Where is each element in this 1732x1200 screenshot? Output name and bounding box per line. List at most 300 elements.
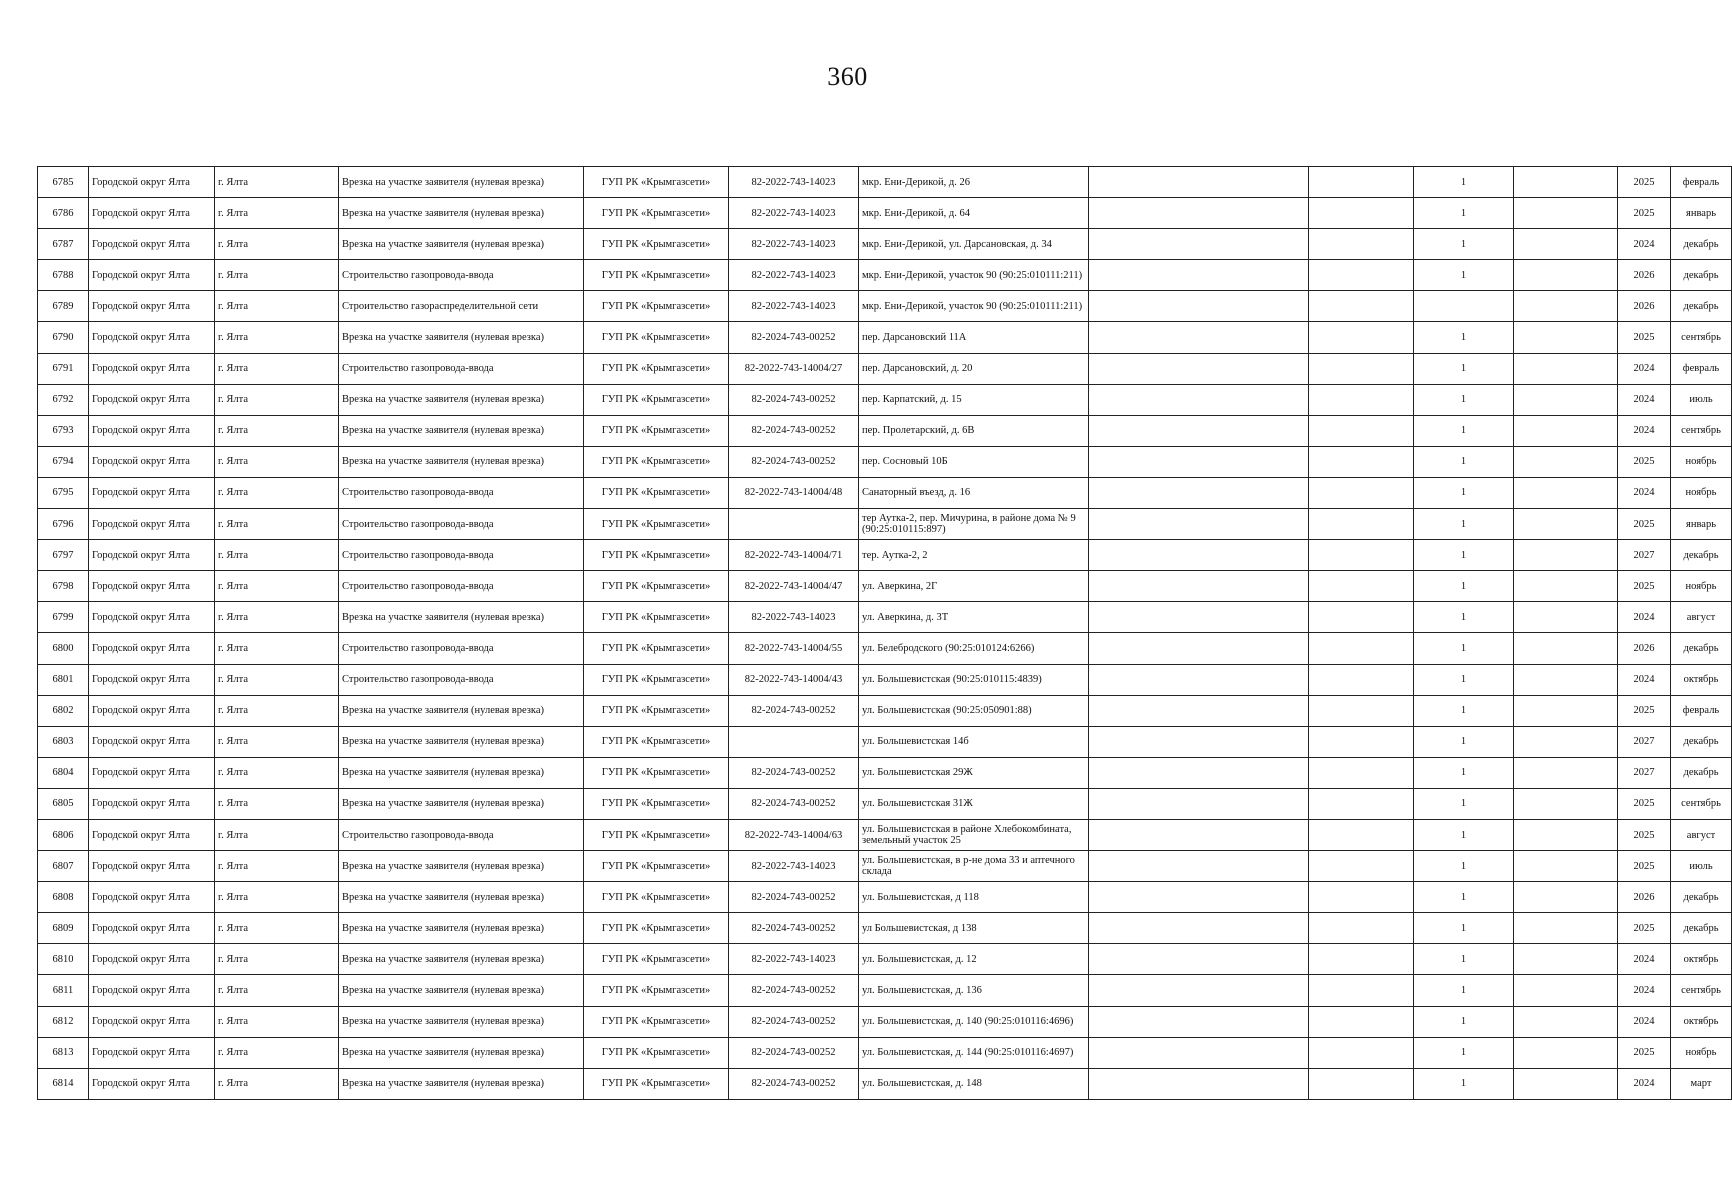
month-cell: декабрь: [1671, 757, 1732, 788]
row-number-cell: 6796: [38, 509, 89, 540]
quantity-cell: 1: [1414, 415, 1514, 446]
program-code-cell: 82-2024-743-00252: [729, 322, 859, 353]
quantity-cell: 1: [1414, 353, 1514, 384]
empty-cell: [1089, 167, 1309, 198]
table-row: [38, 229, 1732, 260]
city-cell: г. Ялта: [215, 664, 339, 695]
empty-cell: [1309, 726, 1414, 757]
table-row: [38, 1068, 1732, 1099]
program-code-cell: 82-2024-743-00252: [729, 384, 859, 415]
empty-cell: [1089, 446, 1309, 477]
table-row: [38, 322, 1732, 353]
year-cell: 2027: [1618, 540, 1671, 571]
year-cell: 2024: [1618, 415, 1671, 446]
empty-cell: [1309, 819, 1414, 850]
year-cell: 2024: [1618, 944, 1671, 975]
table-row: [38, 384, 1732, 415]
row-number-cell: 6806: [38, 819, 89, 850]
empty-cell: [1309, 353, 1414, 384]
district-cell: Городской округ Ялта: [89, 571, 215, 602]
empty-cell: [1514, 260, 1618, 291]
district-cell: Городской округ Ялта: [89, 882, 215, 913]
empty-cell: [1514, 695, 1618, 726]
work-type-cell: Строительство газопровода-ввода: [339, 353, 584, 384]
organization-cell: ГУП РК «Крымгазсети»: [584, 260, 729, 291]
table-row: [38, 415, 1732, 446]
city-cell: г. Ялта: [215, 509, 339, 540]
empty-cell: [1309, 322, 1414, 353]
address-cell: ул. Большевистская, д. 136: [859, 975, 1089, 1006]
city-cell: г. Ялта: [215, 1037, 339, 1068]
city-cell: г. Ялта: [215, 851, 339, 882]
city-cell: г. Ялта: [215, 602, 339, 633]
program-code-cell: 82-2024-743-00252: [729, 882, 859, 913]
empty-cell: [1514, 788, 1618, 819]
program-code-cell: 82-2024-743-00252: [729, 1006, 859, 1037]
address-cell: тер Аутка-2, пер. Мичурина, в районе дома № 9 (90:25:010115:897): [859, 509, 1089, 540]
empty-cell: [1309, 415, 1414, 446]
empty-cell: [1089, 384, 1309, 415]
district-cell: Городской округ Ялта: [89, 415, 215, 446]
empty-cell: [1089, 819, 1309, 850]
table-row: [38, 819, 1732, 850]
district-cell: Городской округ Ялта: [89, 944, 215, 975]
organization-cell: ГУП РК «Крымгазсети»: [584, 167, 729, 198]
empty-cell: [1089, 509, 1309, 540]
month-cell: декабрь: [1671, 913, 1732, 944]
organization-cell: ГУП РК «Крымгазсети»: [584, 1068, 729, 1099]
empty-cell: [1309, 384, 1414, 415]
address-cell: ул. Большевистская, д. 144 (90:25:010116:4697): [859, 1037, 1089, 1068]
district-cell: Городской округ Ялта: [89, 477, 215, 508]
city-cell: г. Ялта: [215, 415, 339, 446]
quantity-cell: 1: [1414, 913, 1514, 944]
work-type-cell: Строительство газопровода-ввода: [339, 477, 584, 508]
empty-cell: [1089, 913, 1309, 944]
organization-cell: ГУП РК «Крымгазсети»: [584, 229, 729, 260]
empty-cell: [1514, 198, 1618, 229]
city-cell: г. Ялта: [215, 913, 339, 944]
row-number-cell: 6802: [38, 695, 89, 726]
empty-cell: [1514, 446, 1618, 477]
city-cell: г. Ялта: [215, 446, 339, 477]
empty-cell: [1089, 975, 1309, 1006]
row-number-cell: 6813: [38, 1037, 89, 1068]
organization-cell: ГУП РК «Крымгазсети»: [584, 882, 729, 913]
year-cell: 2024: [1618, 975, 1671, 1006]
work-type-cell: Врезка на участке заявителя (нулевая врезка): [339, 851, 584, 882]
empty-cell: [1309, 1006, 1414, 1037]
organization-cell: ГУП РК «Крымгазсети»: [584, 851, 729, 882]
program-code-cell: 82-2022-743-14004/43: [729, 664, 859, 695]
empty-cell: [1514, 602, 1618, 633]
empty-cell: [1514, 229, 1618, 260]
table-row: [38, 446, 1732, 477]
year-cell: 2024: [1618, 384, 1671, 415]
row-number-cell: 6798: [38, 571, 89, 602]
empty-cell: [1089, 602, 1309, 633]
month-cell: февраль: [1671, 353, 1732, 384]
city-cell: г. Ялта: [215, 291, 339, 322]
organization-cell: ГУП РК «Крымгазсети»: [584, 415, 729, 446]
organization-cell: ГУП РК «Крымгазсети»: [584, 944, 729, 975]
district-cell: Городской округ Ялта: [89, 757, 215, 788]
empty-cell: [1514, 726, 1618, 757]
empty-cell: [1514, 509, 1618, 540]
work-type-cell: Врезка на участке заявителя (нулевая врезка): [339, 944, 584, 975]
organization-cell: ГУП РК «Крымгазсети»: [584, 757, 729, 788]
empty-cell: [1089, 540, 1309, 571]
city-cell: г. Ялта: [215, 819, 339, 850]
empty-cell: [1089, 726, 1309, 757]
city-cell: г. Ялта: [215, 229, 339, 260]
program-code-cell: 82-2024-743-00252: [729, 788, 859, 819]
quantity-cell: 1: [1414, 1037, 1514, 1068]
quantity-cell: 1: [1414, 322, 1514, 353]
empty-cell: [1089, 1037, 1309, 1068]
work-type-cell: Строительство газопровода-ввода: [339, 540, 584, 571]
organization-cell: ГУП РК «Крымгазсети»: [584, 540, 729, 571]
month-cell: октябрь: [1671, 664, 1732, 695]
year-cell: 2025: [1618, 913, 1671, 944]
program-code-cell: 82-2022-743-14004/63: [729, 819, 859, 850]
address-cell: ул Большевистская, д 138: [859, 913, 1089, 944]
organization-cell: ГУП РК «Крымгазсети»: [584, 788, 729, 819]
address-cell: ул. Большевистская 14б: [859, 726, 1089, 757]
month-cell: октябрь: [1671, 944, 1732, 975]
empty-cell: [1309, 757, 1414, 788]
empty-cell: [1309, 291, 1414, 322]
empty-cell: [1089, 882, 1309, 913]
quantity-cell: 1: [1414, 446, 1514, 477]
work-type-cell: Врезка на участке заявителя (нулевая врезка): [339, 1006, 584, 1037]
organization-cell: ГУП РК «Крымгазсети»: [584, 291, 729, 322]
work-type-cell: Врезка на участке заявителя (нулевая врезка): [339, 602, 584, 633]
row-number-cell: 6793: [38, 415, 89, 446]
district-cell: Городской округ Ялта: [89, 353, 215, 384]
table-row: [38, 757, 1732, 788]
year-cell: 2024: [1618, 664, 1671, 695]
table-row: [38, 1006, 1732, 1037]
month-cell: сентябрь: [1671, 322, 1732, 353]
work-type-cell: Врезка на участке заявителя (нулевая врезка): [339, 1068, 584, 1099]
quantity-cell: 1: [1414, 788, 1514, 819]
district-cell: Городской округ Ялта: [89, 322, 215, 353]
district-cell: Городской округ Ялта: [89, 695, 215, 726]
empty-cell: [1514, 1006, 1618, 1037]
empty-cell: [1514, 1068, 1618, 1099]
empty-cell: [1309, 975, 1414, 1006]
empty-cell: [1514, 353, 1618, 384]
empty-cell: [1309, 851, 1414, 882]
quantity-cell: 1: [1414, 540, 1514, 571]
empty-cell: [1514, 882, 1618, 913]
empty-cell: [1309, 633, 1414, 664]
work-type-cell: Врезка на участке заявителя (нулевая врезка): [339, 788, 584, 819]
work-type-cell: Врезка на участке заявителя (нулевая врезка): [339, 726, 584, 757]
empty-cell: [1089, 322, 1309, 353]
empty-cell: [1309, 198, 1414, 229]
row-number-cell: 6805: [38, 788, 89, 819]
district-cell: Городской округ Ялта: [89, 1006, 215, 1037]
address-cell: ул. Большевистская, д. 148: [859, 1068, 1089, 1099]
program-code-cell: [729, 509, 859, 540]
empty-cell: [1089, 415, 1309, 446]
address-cell: ул. Большевистская (90:25:050901:88): [859, 695, 1089, 726]
row-number-cell: 6808: [38, 882, 89, 913]
year-cell: 2025: [1618, 509, 1671, 540]
program-code-cell: 82-2022-743-14023: [729, 260, 859, 291]
district-cell: Городской округ Ялта: [89, 726, 215, 757]
row-number-cell: 6795: [38, 477, 89, 508]
city-cell: г. Ялта: [215, 944, 339, 975]
empty-cell: [1514, 322, 1618, 353]
address-cell: пер. Сосновый 10Б: [859, 446, 1089, 477]
year-cell: 2025: [1618, 322, 1671, 353]
quantity-cell: 1: [1414, 851, 1514, 882]
year-cell: 2027: [1618, 726, 1671, 757]
city-cell: г. Ялта: [215, 571, 339, 602]
address-cell: мкр. Ени-Дерикой, участок 90 (90:25:010111:211): [859, 260, 1089, 291]
address-cell: ул. Большевистская 31Ж: [859, 788, 1089, 819]
program-code-cell: [729, 726, 859, 757]
district-cell: Городской округ Ялта: [89, 913, 215, 944]
program-code-cell: 82-2022-743-14023: [729, 198, 859, 229]
program-code-cell: 82-2022-743-14023: [729, 167, 859, 198]
city-cell: г. Ялта: [215, 260, 339, 291]
empty-cell: [1089, 571, 1309, 602]
address-cell: пер. Карпатский, д. 15: [859, 384, 1089, 415]
row-number-cell: 6787: [38, 229, 89, 260]
work-type-cell: Врезка на участке заявителя (нулевая врезка): [339, 167, 584, 198]
table-row: [38, 882, 1732, 913]
year-cell: 2025: [1618, 851, 1671, 882]
organization-cell: ГУП РК «Крымгазсети»: [584, 975, 729, 1006]
empty-cell: [1089, 353, 1309, 384]
empty-cell: [1309, 1068, 1414, 1099]
month-cell: сентябрь: [1671, 788, 1732, 819]
row-number-cell: 6804: [38, 757, 89, 788]
city-cell: г. Ялта: [215, 975, 339, 1006]
program-code-cell: 82-2022-743-14023: [729, 229, 859, 260]
program-code-cell: 82-2022-743-14004/71: [729, 540, 859, 571]
city-cell: г. Ялта: [215, 322, 339, 353]
row-number-cell: 6799: [38, 602, 89, 633]
empty-cell: [1309, 944, 1414, 975]
work-type-cell: Строительство газопровода-ввода: [339, 571, 584, 602]
address-cell: ул. Белебродского (90:25:010124:6266): [859, 633, 1089, 664]
work-type-cell: Врезка на участке заявителя (нулевая врезка): [339, 1037, 584, 1068]
empty-cell: [1089, 788, 1309, 819]
district-cell: Городской округ Ялта: [89, 446, 215, 477]
quantity-cell: 1: [1414, 975, 1514, 1006]
month-cell: декабрь: [1671, 229, 1732, 260]
table-row: [38, 975, 1732, 1006]
quantity-cell: 1: [1414, 602, 1514, 633]
empty-cell: [1089, 944, 1309, 975]
quantity-cell: 1: [1414, 633, 1514, 664]
table-row: [38, 540, 1732, 571]
empty-cell: [1514, 571, 1618, 602]
district-cell: Городской округ Ялта: [89, 788, 215, 819]
program-code-cell: 82-2022-743-14023: [729, 291, 859, 322]
address-cell: пер. Дарсановский, д. 20: [859, 353, 1089, 384]
empty-cell: [1514, 664, 1618, 695]
quantity-cell: [1414, 291, 1514, 322]
district-cell: Городской округ Ялта: [89, 540, 215, 571]
organization-cell: ГУП РК «Крымгазсети»: [584, 726, 729, 757]
work-type-cell: Врезка на участке заявителя (нулевая врезка): [339, 757, 584, 788]
work-type-cell: Врезка на участке заявителя (нулевая врезка): [339, 882, 584, 913]
empty-cell: [1089, 477, 1309, 508]
year-cell: 2026: [1618, 882, 1671, 913]
empty-cell: [1514, 415, 1618, 446]
work-type-cell: Строительство газопровода-ввода: [339, 819, 584, 850]
year-cell: 2025: [1618, 571, 1671, 602]
empty-cell: [1309, 229, 1414, 260]
month-cell: июль: [1671, 851, 1732, 882]
address-cell: ул. Большевистская, д. 140 (90:25:010116:4696): [859, 1006, 1089, 1037]
work-type-cell: Врезка на участке заявителя (нулевая врезка): [339, 229, 584, 260]
year-cell: 2026: [1618, 633, 1671, 664]
row-number-cell: 6800: [38, 633, 89, 664]
quantity-cell: 1: [1414, 664, 1514, 695]
empty-cell: [1089, 664, 1309, 695]
empty-cell: [1089, 229, 1309, 260]
row-number-cell: 6788: [38, 260, 89, 291]
program-code-cell: 82-2022-743-14004/55: [729, 633, 859, 664]
address-cell: мкр. Ени-Дерикой, участок 90 (90:25:010111:211): [859, 291, 1089, 322]
table-row: [38, 198, 1732, 229]
organization-cell: ГУП РК «Крымгазсети»: [584, 446, 729, 477]
work-plan-table-wrapper: [37, 166, 1721, 1100]
address-cell: ул. Аверкина, 2Г: [859, 571, 1089, 602]
year-cell: 2025: [1618, 198, 1671, 229]
city-cell: г. Ялта: [215, 757, 339, 788]
table-row: [38, 1037, 1732, 1068]
year-cell: 2025: [1618, 695, 1671, 726]
empty-cell: [1514, 167, 1618, 198]
empty-cell: [1089, 633, 1309, 664]
district-cell: Городской округ Ялта: [89, 167, 215, 198]
program-code-cell: 82-2022-743-14023: [729, 944, 859, 975]
empty-cell: [1514, 819, 1618, 850]
table-row: [38, 509, 1732, 540]
organization-cell: ГУП РК «Крымгазсети»: [584, 633, 729, 664]
address-cell: пер. Дарсановский 11А: [859, 322, 1089, 353]
organization-cell: ГУП РК «Крымгазсети»: [584, 913, 729, 944]
month-cell: август: [1671, 819, 1732, 850]
city-cell: г. Ялта: [215, 882, 339, 913]
month-cell: декабрь: [1671, 633, 1732, 664]
empty-cell: [1309, 695, 1414, 726]
address-cell: ул. Большевистская, д 118: [859, 882, 1089, 913]
row-number-cell: 6789: [38, 291, 89, 322]
quantity-cell: 1: [1414, 167, 1514, 198]
work-type-cell: Врезка на участке заявителя (нулевая врезка): [339, 198, 584, 229]
city-cell: г. Ялта: [215, 198, 339, 229]
organization-cell: ГУП РК «Крымгазсети»: [584, 384, 729, 415]
empty-cell: [1309, 602, 1414, 633]
organization-cell: ГУП РК «Крымгазсети»: [584, 1006, 729, 1037]
district-cell: Городской округ Ялта: [89, 851, 215, 882]
table-body: [38, 167, 1732, 1100]
empty-cell: [1309, 167, 1414, 198]
empty-cell: [1309, 913, 1414, 944]
row-number-cell: 6797: [38, 540, 89, 571]
month-cell: сентябрь: [1671, 415, 1732, 446]
program-code-cell: 82-2024-743-00252: [729, 975, 859, 1006]
organization-cell: ГУП РК «Крымгазсети»: [584, 695, 729, 726]
program-code-cell: 82-2024-743-00252: [729, 695, 859, 726]
empty-cell: [1309, 477, 1414, 508]
city-cell: г. Ялта: [215, 1006, 339, 1037]
year-cell: 2025: [1618, 1037, 1671, 1068]
organization-cell: ГУП РК «Крымгазсети»: [584, 509, 729, 540]
district-cell: Городской округ Ялта: [89, 664, 215, 695]
month-cell: сентябрь: [1671, 975, 1732, 1006]
empty-cell: [1089, 1068, 1309, 1099]
organization-cell: ГУП РК «Крымгазсети»: [584, 571, 729, 602]
table-row: [38, 944, 1732, 975]
program-code-cell: 82-2022-743-14004/27: [729, 353, 859, 384]
program-code-cell: 82-2022-743-14004/47: [729, 571, 859, 602]
year-cell: 2024: [1618, 602, 1671, 633]
work-type-cell: Строительство газопровода-ввода: [339, 633, 584, 664]
empty-cell: [1309, 509, 1414, 540]
organization-cell: ГУП РК «Крымгазсети»: [584, 819, 729, 850]
year-cell: 2025: [1618, 819, 1671, 850]
organization-cell: ГУП РК «Крымгазсети»: [584, 353, 729, 384]
month-cell: февраль: [1671, 695, 1732, 726]
organization-cell: ГУП РК «Крымгазсети»: [584, 1037, 729, 1068]
address-cell: ул. Большевистская, в р-не дома 33 и аптечного склада: [859, 851, 1089, 882]
month-cell: ноябрь: [1671, 446, 1732, 477]
month-cell: декабрь: [1671, 726, 1732, 757]
city-cell: г. Ялта: [215, 540, 339, 571]
table-row: [38, 291, 1732, 322]
program-code-cell: 82-2024-743-00252: [729, 1037, 859, 1068]
organization-cell: ГУП РК «Крымгазсети»: [584, 322, 729, 353]
address-cell: тер. Аутка-2, 2: [859, 540, 1089, 571]
row-number-cell: 6811: [38, 975, 89, 1006]
empty-cell: [1514, 913, 1618, 944]
month-cell: июль: [1671, 384, 1732, 415]
work-type-cell: Строительство газопровода-ввода: [339, 509, 584, 540]
address-cell: мкр. Ени-Дерикой, ул. Дарсановская, д. 34: [859, 229, 1089, 260]
empty-cell: [1514, 477, 1618, 508]
table-row: [38, 633, 1732, 664]
work-type-cell: Строительство газопровода-ввода: [339, 260, 584, 291]
work-type-cell: Врезка на участке заявителя (нулевая врезка): [339, 446, 584, 477]
empty-cell: [1514, 633, 1618, 664]
empty-cell: [1309, 446, 1414, 477]
organization-cell: ГУП РК «Крымгазсети»: [584, 664, 729, 695]
program-code-cell: 82-2022-743-14023: [729, 851, 859, 882]
empty-cell: [1309, 788, 1414, 819]
row-number-cell: 6785: [38, 167, 89, 198]
year-cell: 2026: [1618, 291, 1671, 322]
district-cell: Городской округ Ялта: [89, 633, 215, 664]
empty-cell: [1309, 882, 1414, 913]
district-cell: Городской округ Ялта: [89, 260, 215, 291]
year-cell: 2024: [1618, 1068, 1671, 1099]
quantity-cell: 1: [1414, 198, 1514, 229]
quantity-cell: 1: [1414, 1006, 1514, 1037]
empty-cell: [1514, 757, 1618, 788]
program-code-cell: 82-2024-743-00252: [729, 446, 859, 477]
empty-cell: [1089, 1006, 1309, 1037]
